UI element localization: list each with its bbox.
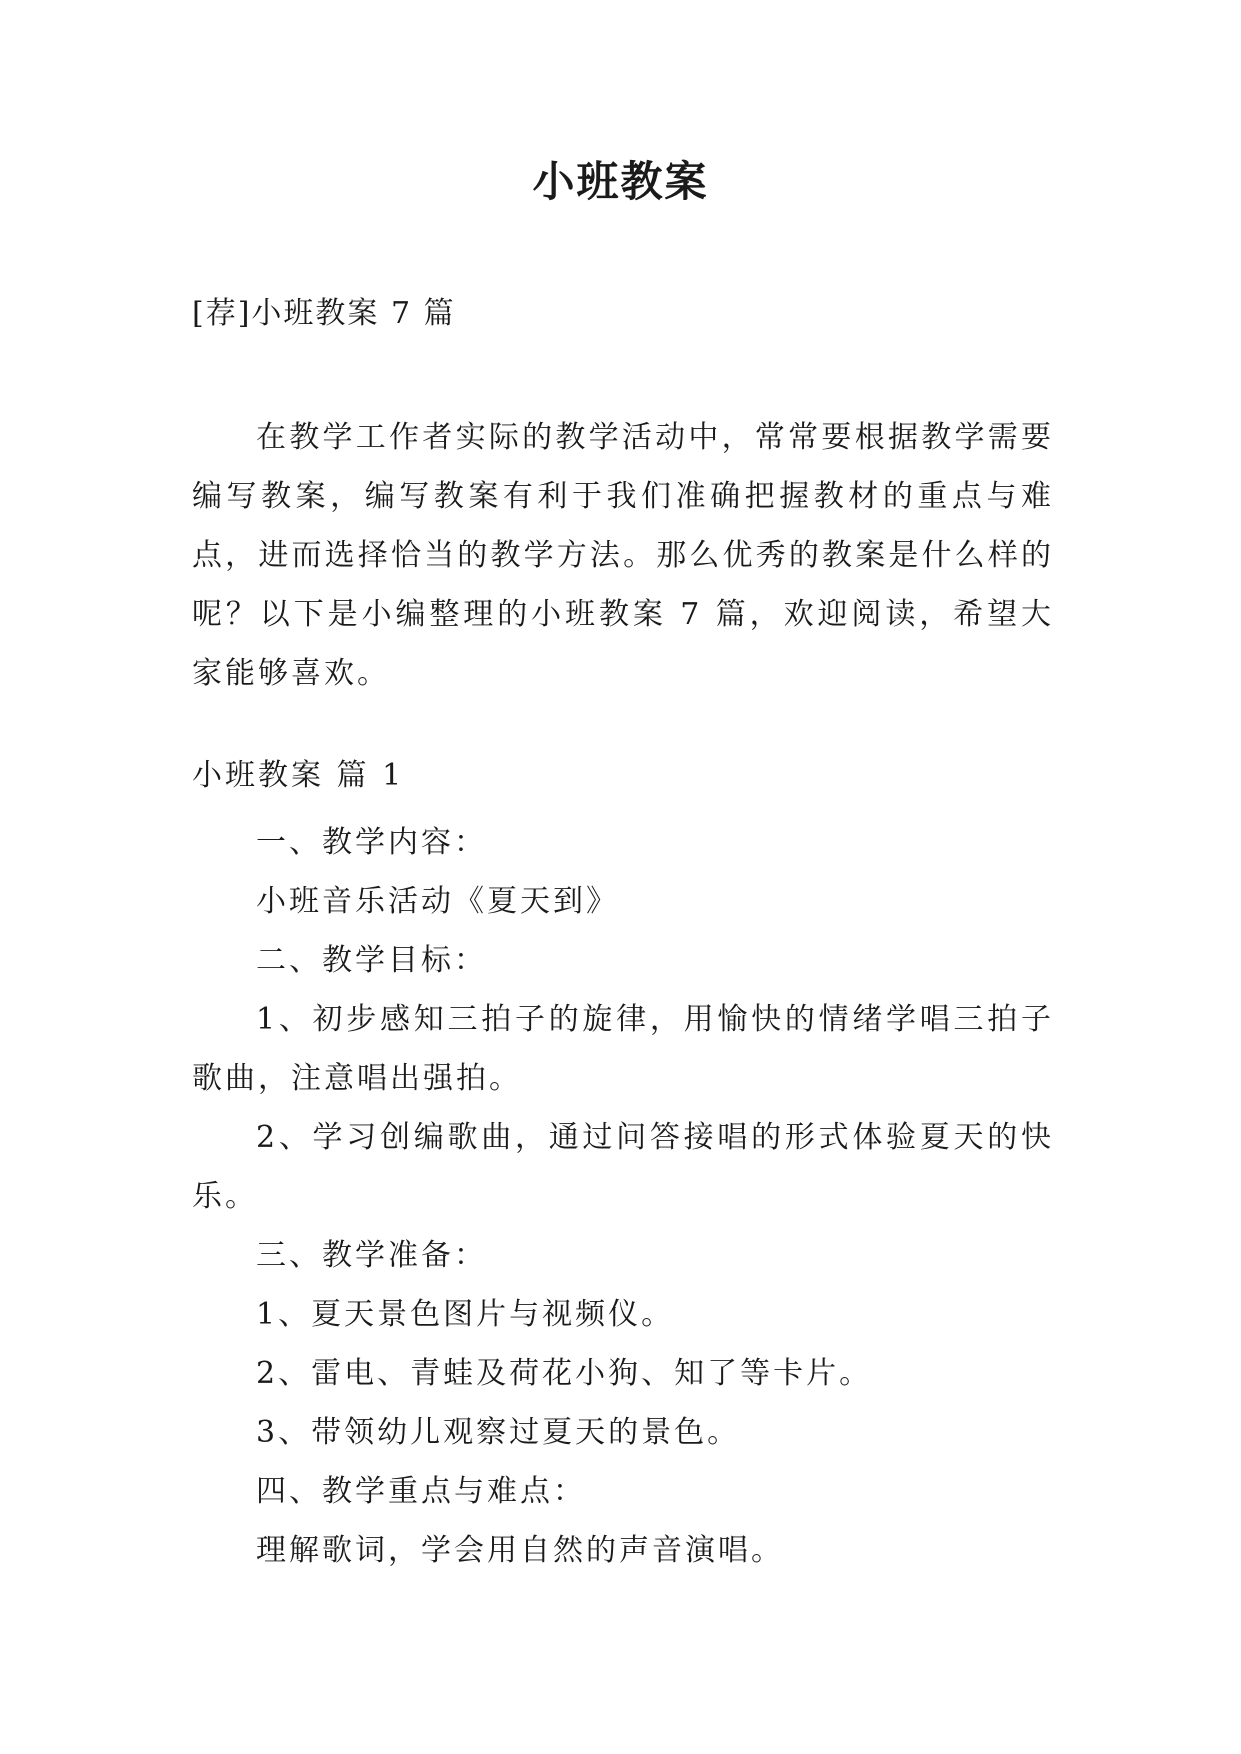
section-heading: 小班教案 篇 1	[192, 758, 405, 793]
section-line: 3、带领幼儿观察过夏天的景色。	[256, 1415, 741, 1450]
section-line: 四、教学重点与难点：	[256, 1474, 586, 1509]
section-line: 二、教学目标：	[256, 943, 487, 978]
section-line: 2、学习创编歌曲，通过问答接唱的形式体验夏天的快乐。	[192, 1120, 1054, 1214]
section-line: 1、初步感知三拍子的旋律，用愉快的情绪学唱三拍子歌曲，注意唱出强拍。	[192, 1002, 1054, 1096]
section-line: 1、夏天景色图片与视频仪。	[256, 1297, 675, 1332]
document-subtitle: [荐]小班教案 7 篇	[192, 296, 456, 331]
page-title: 小班教案	[532, 157, 709, 206]
section-line: 三、教学准备：	[256, 1238, 487, 1273]
lesson-section-1	[192, 754, 1054, 1580]
section-line: 小班音乐活动《夏天到》	[256, 884, 619, 919]
intro-paragraph: 在教学工作者实际的教学活动中，常常要根据教学需要编写教案，编写教案有利于我们准确把握教材的重点与难点，进而选择恰当的教学方法。那么优秀的教案是什么样的呢？以下是小编整理的小班教案 7 篇，欢迎阅读，希望大家能够喜欢。	[192, 420, 1054, 691]
section-line: 理解歌词，学会用自然的声音演唱。	[256, 1533, 784, 1568]
section-line: 2、雷电、青蛙及荷花小狗、知了等卡片。	[256, 1356, 873, 1391]
section-line: 一、教学内容：	[256, 825, 487, 860]
